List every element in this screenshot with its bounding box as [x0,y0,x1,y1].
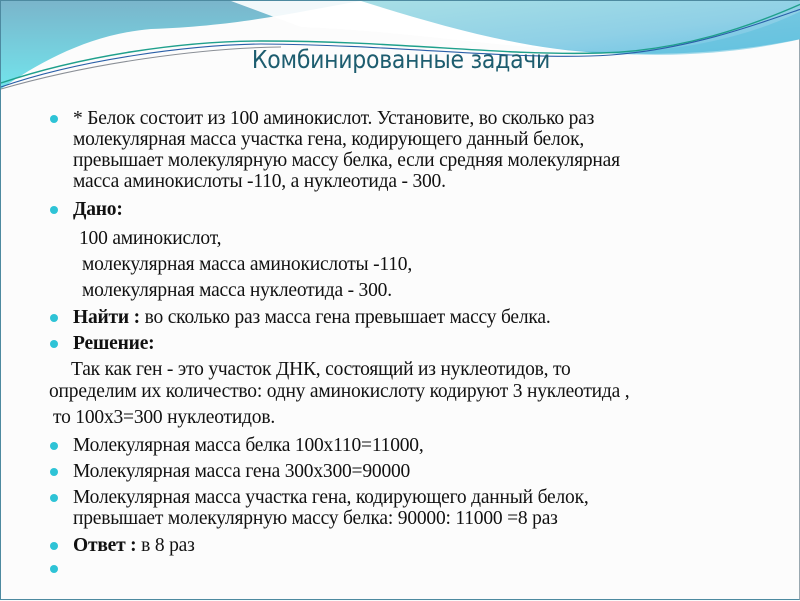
find-line [73,308,551,328]
answer-heading: Ответ : [73,535,137,556]
bullet-icon [50,115,58,123]
problem-text-line: * Белок состоит из 100 аминокислот. Установите, во сколько раз [73,108,595,129]
bullet-icon [50,494,58,502]
bullet-icon [50,206,58,214]
given-line: молекулярная масса нуклеотида - 300. [82,280,392,301]
gene-mass-line: Молекулярная масса гена 300х300=90000 [73,461,411,482]
solution-line: определим их количество: одну аминокислоту кодируют 3 нуклеотида , [49,381,630,402]
find-heading: Найти : [73,307,140,328]
find-text: во сколько раз масса гена превышает массу белка. [139,307,551,328]
given-heading: Дано: [73,199,123,220]
solution-heading: Решение: [73,333,155,354]
problem-text-line: превышает молекулярную массу белка, если средняя молекулярная [73,150,620,171]
given-label [73,200,123,220]
bullet-icon [50,340,58,348]
answer-line [73,536,195,556]
solution-line: Так как ген - это участок ДНК, состоящий из нуклеотидов, то [71,359,571,380]
bullet-icon [50,542,58,550]
protein-mass-line: Молекулярная масса белка 100х110=11000, [73,435,424,456]
bullet-icon [50,442,58,450]
given-line: 100 аминокислот, [79,228,222,249]
solution-label [73,334,154,354]
problem-text-line: молекулярная масса участка гена, кодирующего данный белок, [73,129,585,150]
answer-text: в 8 раз [136,535,195,556]
ratio-line: Молекулярная масса участка гена, кодирующего данный белок, [73,487,589,508]
bullet-icon [50,565,58,573]
slide-title: Комбинированные задачи [251,45,551,74]
problem-text-line: масса аминокислоты -110, а нуклеотида - 300. [73,171,446,192]
bullet-icon [50,314,58,322]
given-line: молекулярная масса аминокислоты -110, [82,254,413,275]
solution-line: то 100х3=300 нуклеотидов. [53,407,276,428]
ratio-line: превышает молекулярную массу белка: 90000: 11000 =8 раз [73,508,558,529]
bullet-icon [50,468,58,476]
slide-content [1,1,800,601]
